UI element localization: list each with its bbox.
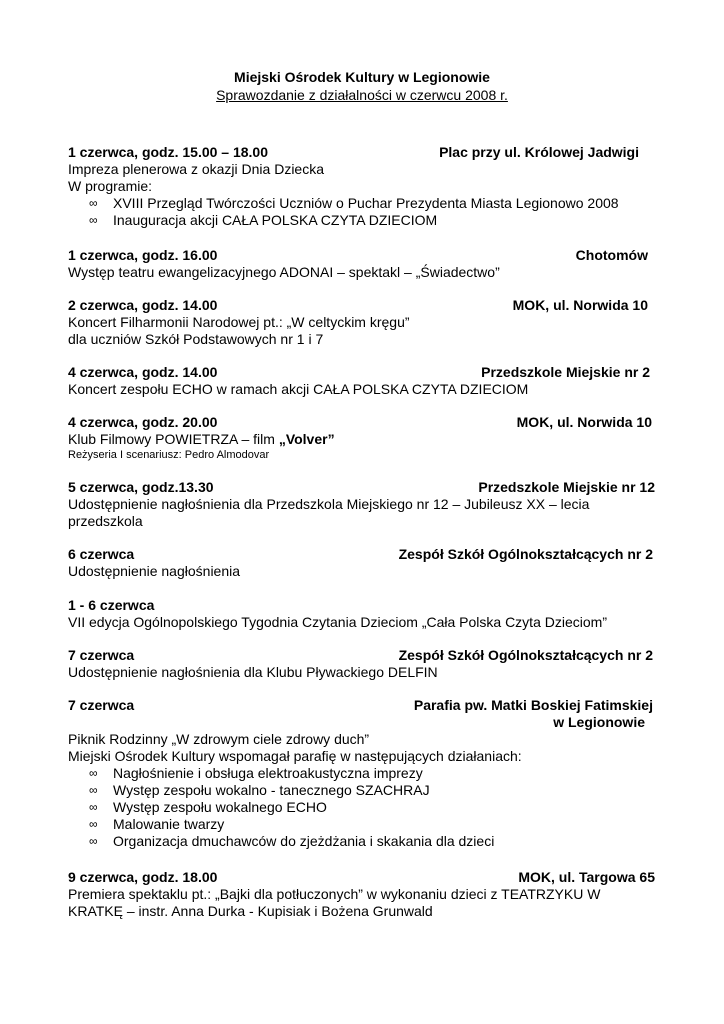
event-header — [68, 597, 658, 614]
list-item: ∞ Występ zespołu wokalnego ECHO — [89, 799, 327, 815]
event-description: Premiera spektaklu pt.: „Bajki dla potłuczonych” w wykonaniu dzieci z TEATRZYKU W — [68, 886, 601, 902]
event-description: Udostępnienie nagłośnienia dla Klubu Pływackiego DELFIN — [68, 664, 438, 680]
list-item: ∞ XVIII Przegląd Twórczości Uczniów o Puchar Prezydenta Miasta Legionowo 2008 — [89, 195, 619, 211]
event-description: Klub Filmowy POWIETRZA – film „Volver” — [68, 431, 335, 447]
bullet-icon: ∞ — [89, 817, 98, 831]
event-description: Koncert zespołu ECHO w ramach akcji CAŁA POLSKA CZYTA DZIECIOM — [68, 381, 529, 397]
event-date: 1 - 6 czerwca — [68, 597, 155, 613]
event-description: Koncert Filharmonii Narodowej pt.: „W celtyckim kręgu” — [68, 314, 410, 330]
document-title: Miejski Ośrodek Kultury w Legionowie — [234, 69, 490, 85]
event-place: MOK, ul. Norwida 10 — [516, 414, 652, 430]
list-item: ∞ Organizacja dmuchawców do zjeżdżania i skakania dla dzieci — [89, 833, 495, 849]
event-header — [68, 647, 658, 664]
event-place-continued: w Legionowie — [553, 714, 645, 730]
event-date: 4 czerwca, godz. 14.00 — [68, 364, 218, 380]
event-date: 7 czerwca — [68, 697, 135, 713]
event-place: Zespół Szkół Ogólnokształcących nr 2 — [398, 546, 653, 562]
document-subtitle: Sprawozdanie z działalności w czerwcu 2008 r. — [216, 87, 508, 103]
event-description: Piknik Rodzinny „W zdrowym ciele zdrowy duch” — [68, 731, 370, 747]
event-place: Przedszkole Miejskie nr 2 — [481, 364, 650, 380]
event-description: Udostępnienie nagłośnienia — [68, 563, 241, 579]
bullet-icon: ∞ — [89, 834, 98, 848]
list-item: ∞ Występ zespołu wokalno - tanecznego SZACHRAJ — [89, 782, 430, 798]
event-entry — [68, 647, 658, 681]
bullet-icon: ∞ — [89, 196, 98, 210]
event-description: Występ teatru ewangelizacyjnego ADONAI – spektakl – „Świadectwo” — [68, 264, 500, 280]
list-item: ∞ Malowanie twarzy — [89, 816, 225, 832]
event-date: 4 czerwca, godz. 20.00 — [68, 414, 218, 430]
event-entry — [68, 414, 658, 463]
event-header — [68, 697, 658, 714]
event-entry — [68, 247, 658, 281]
event-header — [68, 144, 658, 161]
event-date: 1 czerwca, godz. 15.00 – 18.00 — [68, 144, 269, 160]
event-description: przedszkola — [68, 513, 143, 529]
activities-list — [68, 765, 658, 850]
event-entry — [68, 364, 658, 398]
event-description: Udostępnienie nagłośnienia dla Przedszkola Miejskiego nr 12 – Jubileusz XX – lecia — [68, 496, 590, 512]
event-description: dla uczniów Szkół Podstawowych nr 1 i 7 — [68, 331, 324, 347]
event-place: Plac przy ul. Królowej Jadwigi — [439, 144, 639, 160]
event-place: MOK, ul. Targowa 65 — [518, 869, 655, 885]
event-date: 2 czerwca, godz. 14.00 — [68, 297, 218, 313]
event-header — [68, 869, 658, 886]
film-title: „Volver” — [278, 431, 335, 447]
event-entry — [68, 546, 658, 580]
event-entry — [68, 869, 658, 920]
event-place: Chotomów — [575, 247, 648, 263]
event-description: KRATKĘ – instr. Anna Durka - Kupisiak i Bożena Grunwald — [68, 903, 433, 919]
event-entry — [68, 297, 658, 348]
film-credits: Reżyseria I scenariusz: Pedro Almodovar — [68, 449, 270, 461]
event-date: 6 czerwca — [68, 546, 135, 562]
bullet-icon: ∞ — [89, 213, 98, 227]
event-header — [68, 297, 658, 314]
event-date: 7 czerwca — [68, 647, 135, 663]
event-entry — [68, 144, 658, 229]
event-entry — [68, 697, 658, 850]
event-description: W programie: — [68, 178, 153, 194]
list-item: ∞ Inauguracja akcji CAŁA POLSKA CZYTA DZIECIOM — [89, 212, 438, 228]
event-date: 5 czerwca, godz.13.30 — [68, 479, 214, 495]
event-entry — [68, 479, 658, 530]
event-header — [68, 546, 658, 563]
list-item: ∞ Nagłośnienie i obsługa elektroakustyczna imprezy — [89, 765, 423, 781]
event-header — [68, 479, 658, 496]
event-header — [68, 414, 658, 431]
event-date: 1 czerwca, godz. 16.00 — [68, 247, 218, 263]
event-description: VII edycja Ogólnopolskiego Tygodnia Czytania Dzieciom „Cała Polska Czyta Dzieciom” — [68, 614, 607, 630]
event-header — [68, 364, 658, 381]
bullet-icon: ∞ — [89, 800, 98, 814]
bullet-icon: ∞ — [89, 783, 98, 797]
event-place: Przedszkole Miejskie nr 12 — [478, 479, 655, 495]
program-list — [68, 195, 658, 229]
event-entry — [68, 597, 658, 631]
event-place: Zespół Szkół Ogólnokształcących nr 2 — [398, 647, 653, 663]
event-header — [68, 247, 658, 264]
event-place: MOK, ul. Norwida 10 — [512, 297, 648, 313]
event-date: 9 czerwca, godz. 18.00 — [68, 869, 218, 885]
event-description: Miejski Ośrodek Kultury wspomagał parafię w następujących działaniach: — [68, 748, 522, 764]
event-description: Impreza plenerowa z okazji Dnia Dziecka — [68, 161, 324, 177]
bullet-icon: ∞ — [89, 766, 98, 780]
event-place: Parafia pw. Matki Boskiej Fatimskiej — [413, 697, 653, 713]
